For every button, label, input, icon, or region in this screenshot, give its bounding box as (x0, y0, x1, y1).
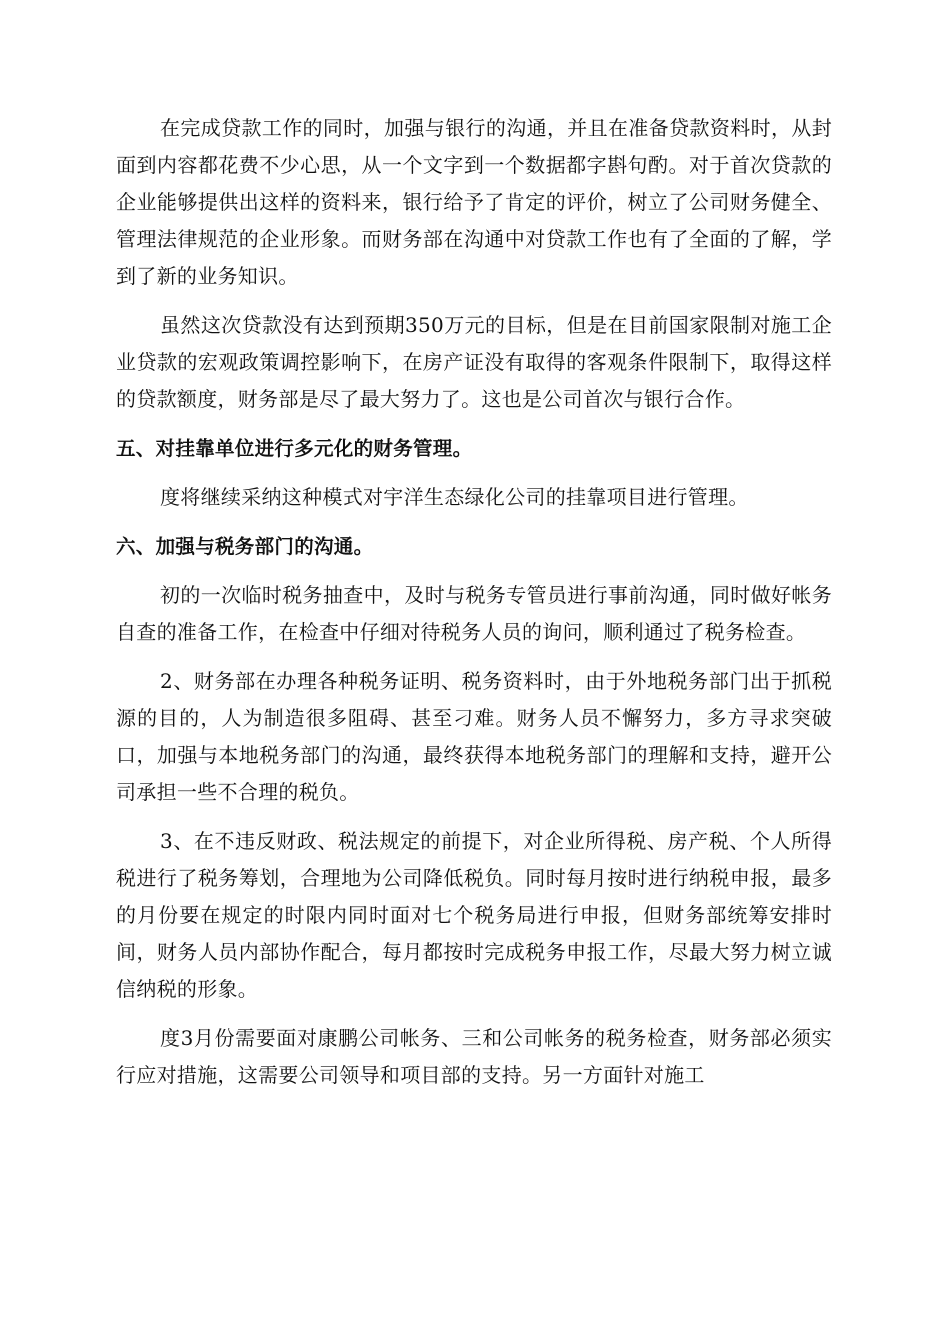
paragraph-affiliate-management: 度将继续采纳这种模式对宇洋生态绿化公司的挂靠项目进行管理。 (160, 485, 749, 509)
section-heading-6: 六、加强与税务部门的沟通。 (116, 535, 374, 558)
paragraph-tax-planning: 3、在不违反财政、税法规定的前提下，对企业所得税、房产税、个人所得税进行了税务筹划，合理地为公司降低税负。同时每月按时进行纳税申报，最多的月份要在规定的时限内同时面对七个税务局进行申报，但财务部统筹安排时间，财务人员内部协作配合，每月都按时完成税务申报工作，尽最大努力树立诚信纳税的形象。 (116, 829, 832, 1001)
paragraph-loan-communication: 在完成贷款工作的同时，加强与银行的沟通，并且在准备贷款资料时，从封面到内容都花费不少心思，从一个文字到一个数据都字斟句酌。对于首次贷款的企业能够提供出这样的资料来，银行给予了肯定的评价，树立了公司财务健全、管理法律规范的企业形象。而财务部在沟通中对贷款工作也有了全面的了解，学到了新的业务知识。 (116, 116, 832, 288)
paragraph-tax-audit-march: 度3月份需要面对康鹏公司帐务、三和公司帐务的税务检查，财务部必须实行应对措施，这需要公司领导和项目部的支持。另一方面针对施工 (116, 1026, 832, 1087)
paragraph-loan-target: 虽然这次贷款没有达到预期350万元的目标，但是在目前国家限制对施工企业贷款的宏观政策调控影响下，在房产证没有取得的客观条件限制下，取得这样的贷款额度，财务部是尽了最大努力了。这也是公司首次与银行合作。 (116, 313, 832, 411)
paragraph-tax-certificates: 2、财务部在办理各种税务证明、税务资料时，由于外地税务部门出于抓税源的目的，人为制造很多阻碍、甚至刁难。财务人员不懈努力，多方寻求突破口，加强与本地税务部门的沟通，最终获得本地税务部门的理解和支持，避开公司承担一些不合理的税负。 (116, 669, 832, 804)
document-body (116, 110, 832, 1094)
section-heading-5: 五、对挂靠单位进行多元化的财务管理。 (116, 437, 473, 460)
paragraph-tax-inspection: 初的一次临时税务抽查中，及时与税务专管员进行事前沟通，同时做好帐务自查的准备工作，在检查中仔细对待税务人员的询问，顺利通过了税务检查。 (116, 583, 832, 644)
